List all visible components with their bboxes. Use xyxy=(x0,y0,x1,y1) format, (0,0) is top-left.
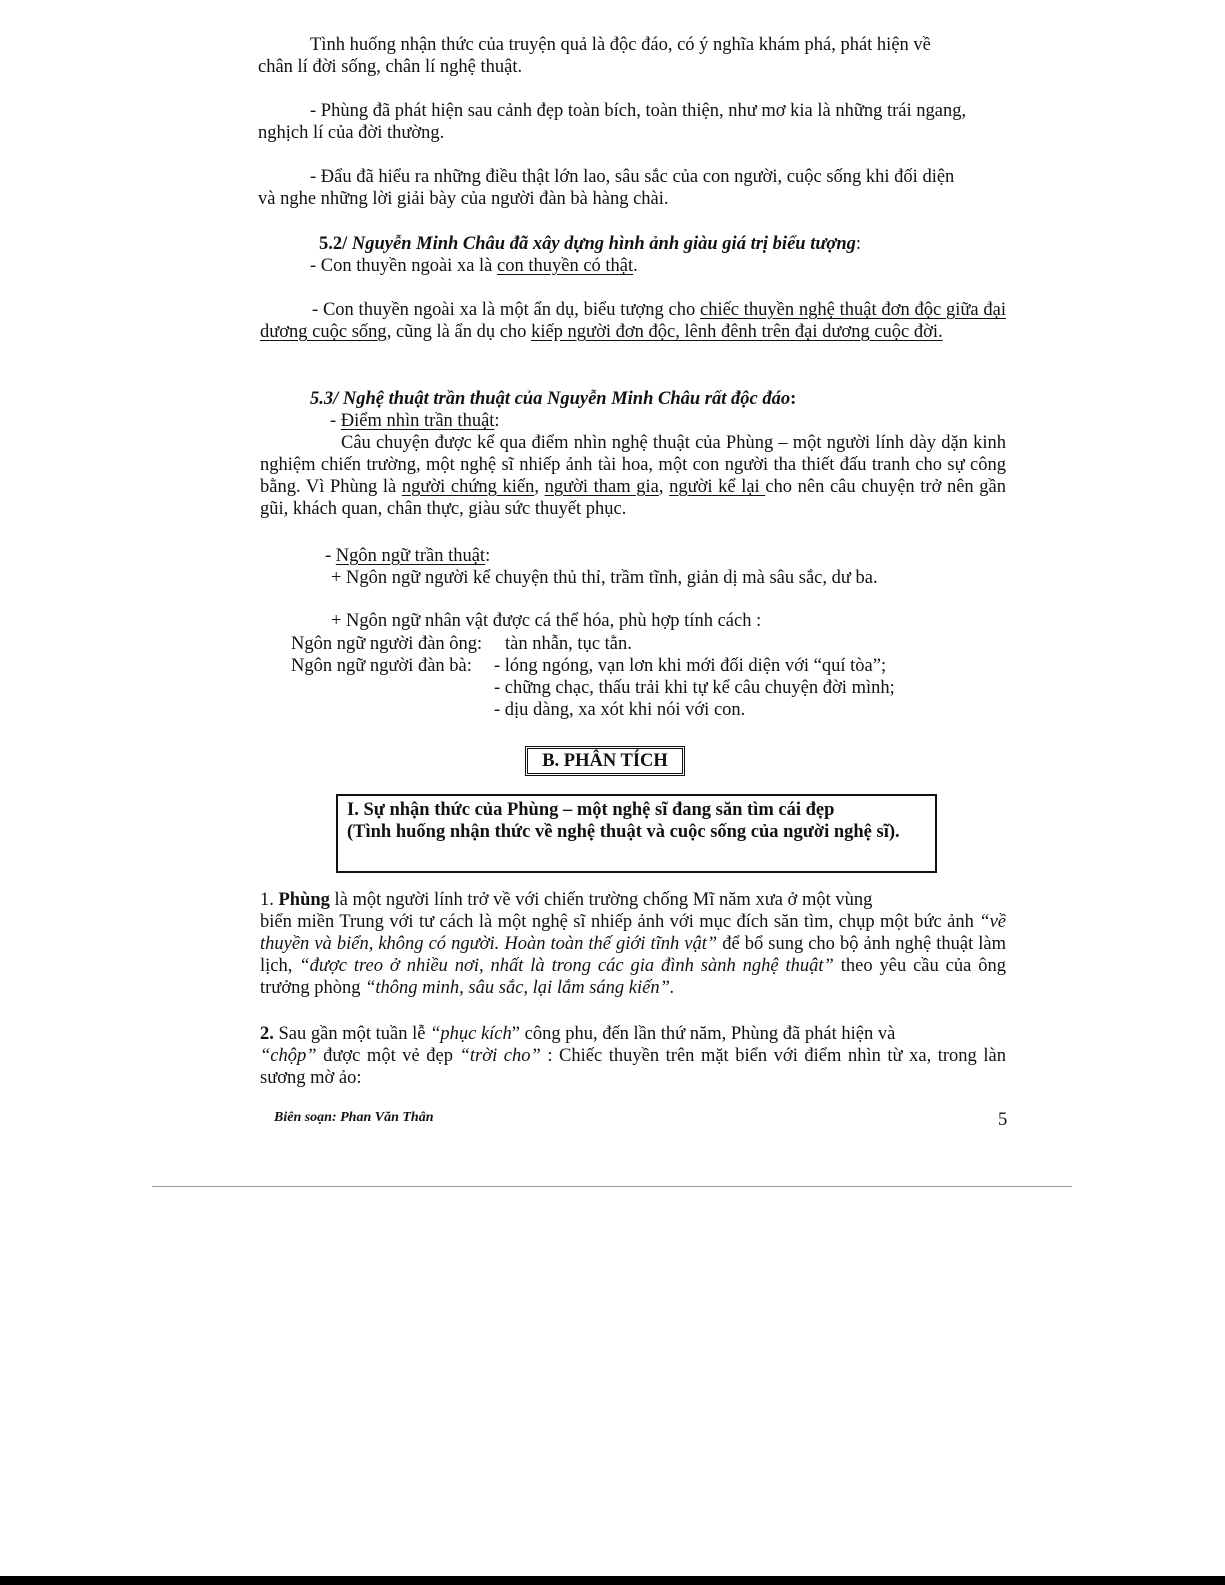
page-separator xyxy=(152,1186,1072,1187)
man-language-label: Ngôn ngữ người đàn ông: xyxy=(291,634,483,654)
paragraph-2-line1: 2. Sau gần một tuần lễ “phục kích” công phu, đến lần thứ năm, Phùng đã phát hiện và xyxy=(260,1024,896,1044)
subsection-title-box xyxy=(336,794,937,873)
woman-language-label: Ngôn ngữ người đàn bà: xyxy=(291,656,472,676)
heading-5-2-title: Nguyễn Minh Châu đã xây dựng hình ảnh giàu giá trị biểu tượng xyxy=(347,234,856,254)
woman-language-item: - lóng ngóng, vạn lơn khi mới đối diện với “quí tòa”; xyxy=(494,656,887,676)
subsection-title-line2: (Tình huống nhận thức về nghệ thuật và cuộc sống của người nghệ sĩ). xyxy=(347,822,900,842)
paragraph-situation-line2: chân lí đời sống, chân lí nghệ thuật. xyxy=(258,57,523,77)
paragraph-dau-line2: và nghe những lời giải bày của người đàn bà hàng chài. xyxy=(258,189,669,209)
section-b-title-box xyxy=(525,746,685,776)
paragraph-phung-line2: nghịch lí của đời thường. xyxy=(258,123,445,143)
paragraph-situation-line1: Tình huống nhận thức của truyện quả là độc đáo, có ý nghĩa khám phá, phát hiện về xyxy=(310,35,931,55)
paragraph-dau-line1: - Đẩu đã hiểu ra những điều thật lớn lao, sâu sắc của con người, cuộc sống khi đối diện xyxy=(310,167,955,187)
paragraph-1-body: biển miền Trung với tư cách là một nghệ sĩ nhiếp ảnh với mục đích săn tìm, chụp một bức ảnh “về thuyền và biển, không có người. Hoàn toàn thế giới tĩnh vật” để bổ sung cho bộ ảnh nghệ thuật làm lịch, “được treo ở nhiều nơi, nhất là trong các gia đình sành nghệ thuật” theo yêu cầu của ông trưởng phòng “thông minh, sâu sắc, lại lắm sáng kiến”. xyxy=(260,912,1007,998)
woman-language-item: - dịu dàng, xa xót khi nói với con. xyxy=(494,700,746,720)
name-phung: Phùng xyxy=(278,890,330,910)
character-language: + Ngôn ngữ nhân vật được cá thể hóa, phù hợp tính cách : xyxy=(331,611,762,631)
man-language-value: tàn nhẫn, tục tằn. xyxy=(505,634,632,654)
paragraph-metaphor: - Con thuyền ngoài xa là một ẩn dụ, biểu tượng cho chiếc thuyền nghệ thuật đơn độc giữa đại dương cuộc sống, cũng là ẩn dụ cho kiếp người đơn độc, lênh đênh trên đại dương cuộc đời. xyxy=(260,300,1006,342)
heading-5-3: 5.3/ Nghệ thuật trần thuật của Nguyễn Minh Châu rất độc đáo: xyxy=(310,389,797,409)
paragraph-phung-line1: - Phùng đã phát hiện sau cảnh đẹp toàn bích, toàn thiện, như mơ kia là những trái ngang, xyxy=(310,101,967,121)
narrator-language: + Ngôn ngữ người kể chuyện thủ thỉ, trầm tĩnh, giản dị mà sâu sắc, dư ba. xyxy=(331,568,878,588)
paragraph-1-line1: 1. Phùng là một người lính trở về với chiến trường chống Mĩ năm xưa ở một vùng xyxy=(260,890,873,910)
subsection-title-line1: I. Sự nhận thức của Phùng – một nghệ sĩ đang săn tìm cái đẹp xyxy=(347,800,835,820)
footer-author: Biên soạn: Phan Văn Thân xyxy=(274,1110,434,1125)
underlined-real-boat: con thuyền có thật xyxy=(497,256,634,276)
heading-5-2: 5.2/ Nguyễn Minh Châu đã xây dựng hình ảnh giàu giá trị biểu tượng: xyxy=(319,234,862,254)
heading-5-2-number: 5.2/ xyxy=(319,234,348,254)
page-number: 5 xyxy=(998,1110,1008,1130)
line-real-boat: - Con thuyền ngoài xa là con thuyền có thật. xyxy=(310,256,638,276)
paragraph-point-of-view: Câu chuyện được kể qua điểm nhìn nghệ thuật của Phùng – một người lính dày dặn kinh nghiệm chiến trường, một nghệ sĩ nhiếp ảnh tài hoa, một con người tha thiết đấu tranh cho sự công bằng. Vì Phùng là người chứng kiến, người tham gia, người kể lại cho nên câu chuyện trở nên gần gũi, khách quan, chân thực, giàu sức thuyết phục. xyxy=(260,433,1006,519)
paragraph-2-body: “chộp” được một vẻ đẹp “trời cho” : Chiếc thuyền trên mặt biển với điểm nhìn từ xa, trong làn sương mờ ảo: xyxy=(260,1046,1006,1088)
section-b-title: B. PHÂN TÍCH xyxy=(542,751,668,771)
point-of-view-heading: - Điểm nhìn trần thuật: xyxy=(330,411,500,431)
language-heading: - Ngôn ngữ trần thuật: xyxy=(325,546,491,566)
bottom-edge-bar xyxy=(0,1576,1225,1585)
underlined-art-boat: chiếc thuyền nghệ thuật đơn độc giữa đại dương cuộc sống xyxy=(260,300,1006,342)
woman-language-item: - chững chạc, thấu trải khi tự kể câu chuyện đời mình; xyxy=(494,678,895,698)
underlined-lonely-life: kiếp người đơn độc, lênh đênh trên đại dương cuộc đời. xyxy=(531,322,943,342)
